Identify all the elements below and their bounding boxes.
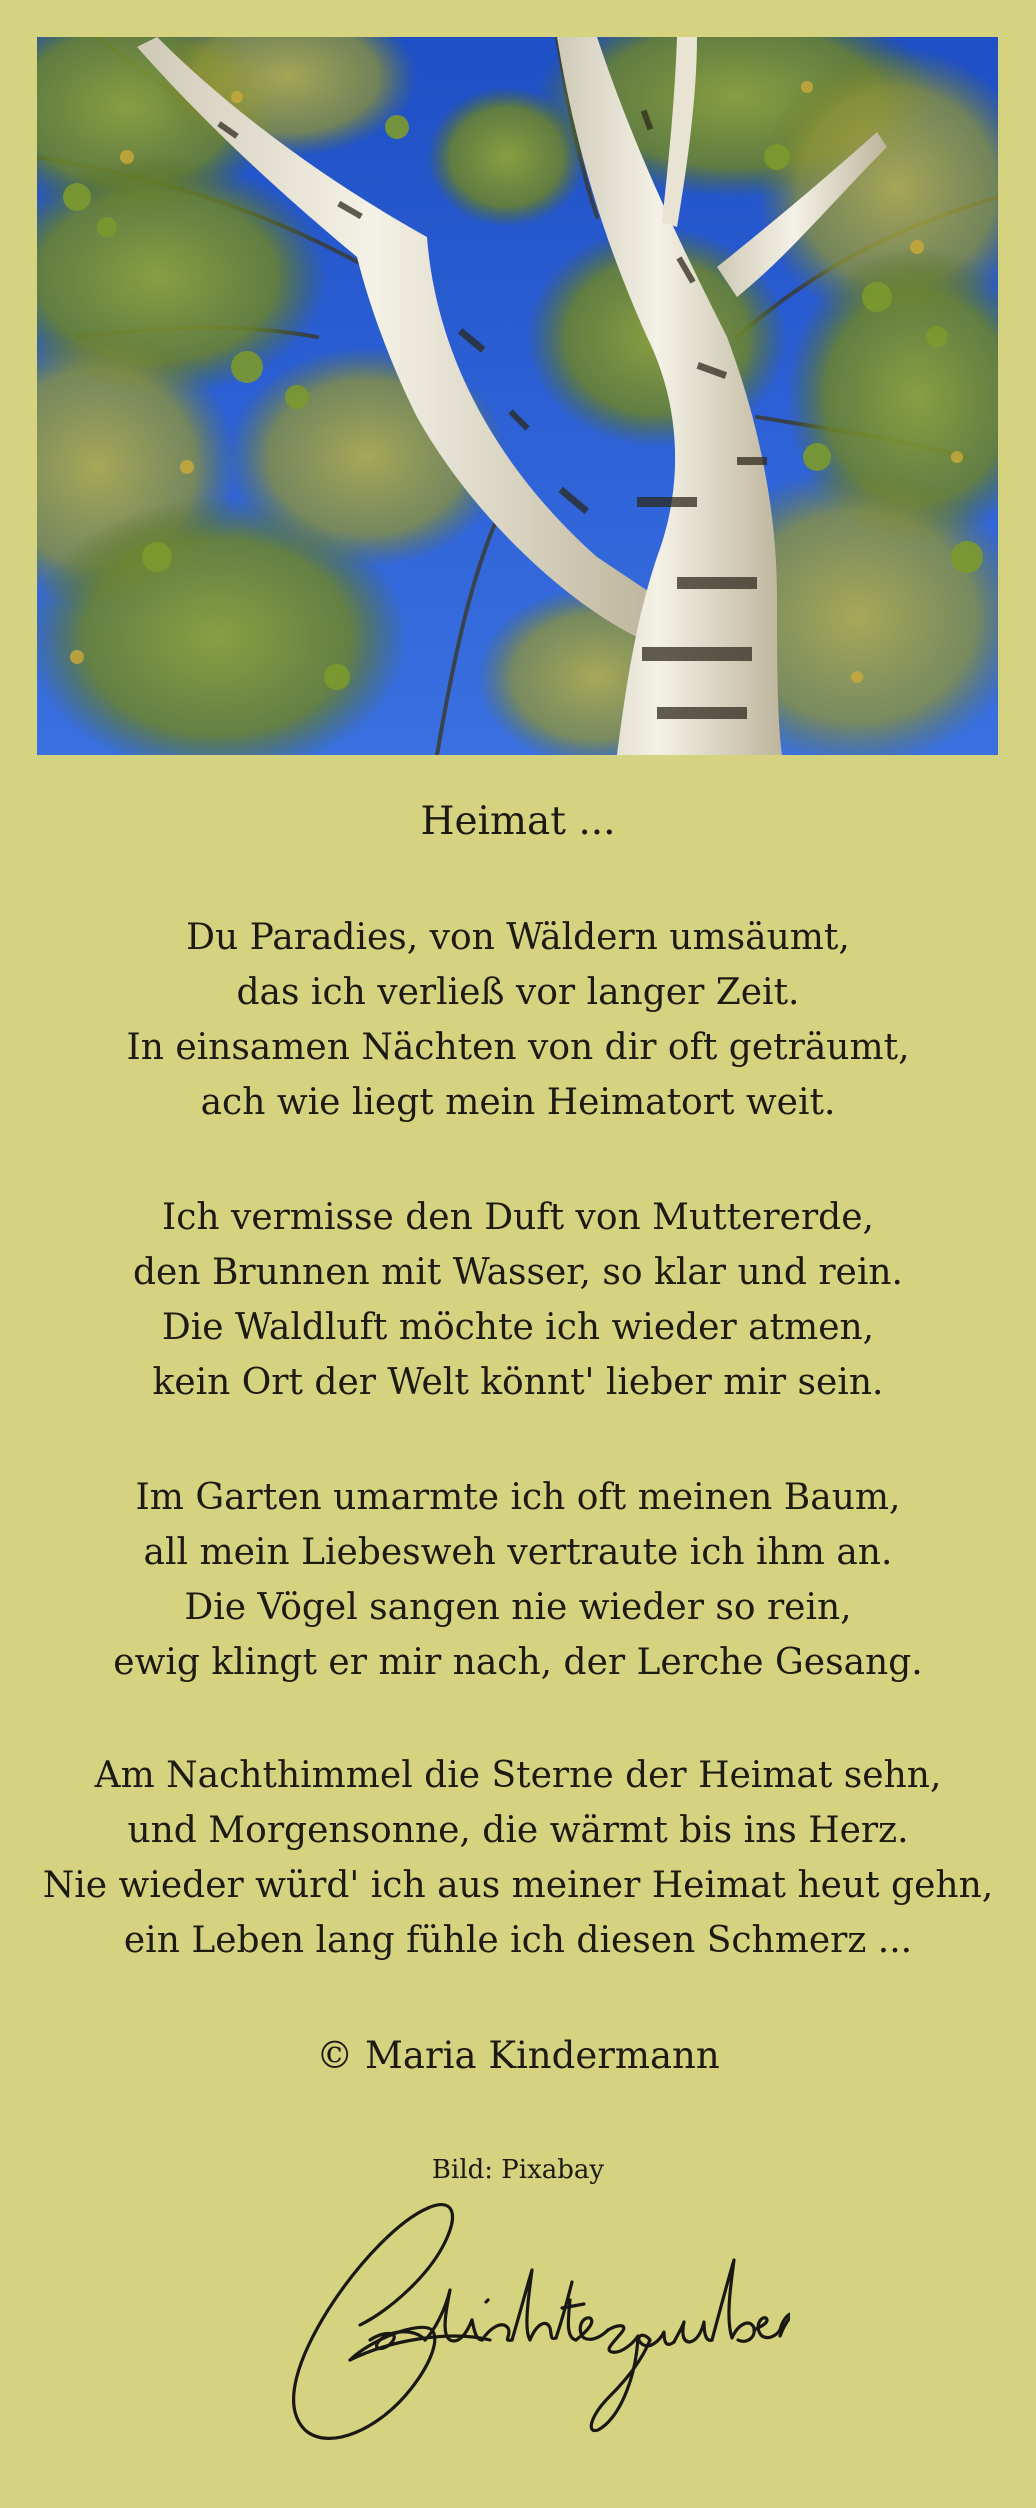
poem-stanza (0, 1748, 1036, 1968)
poem-line: ewig klingt er mir nach, der Lerche Gesang. (113, 1642, 923, 1683)
poem-line: ach wie liegt mein Heimatort weit. (200, 1082, 836, 1123)
copyright-line: © Maria Kindermann (316, 2034, 720, 2077)
image-credit: Bild: Pixabay (431, 2155, 605, 2185)
poem-line: ein Leben lang fühle ich diesen Schmerz ... (123, 1920, 913, 1961)
poem-stanza (0, 1470, 1036, 1690)
poem-stanza (0, 910, 1036, 1130)
poem-line: Die Vögel sangen nie wieder so rein, (184, 1587, 852, 1628)
poem-line: Die Waldluft möchte ich wieder atmen, (161, 1307, 875, 1348)
poem-line: kein Ort der Welt könnt' lieber mir sein. (152, 1362, 884, 1403)
poem-title: Heimat ... (420, 799, 616, 844)
poem-line: Ich vermisse den Duft von Muttererde, (162, 1197, 874, 1238)
gedichtezauber-signature-logo (250, 2190, 790, 2460)
poem-stanza (0, 1190, 1036, 1410)
poem-line: In einsamen Nächten von dir oft geträumt, (126, 1027, 910, 1068)
poem-line: und Morgensonne, die wärmt bis ins Herz. (127, 1810, 909, 1851)
poem-line: Nie wieder würd' ich aus meiner Heimat heut gehn, (42, 1865, 994, 1906)
poem-line: Du Paradies, von Wäldern umsäumt, (186, 917, 850, 958)
birch-tree-photo (37, 37, 998, 755)
poem-line: das ich verließ vor langer Zeit. (236, 972, 800, 1013)
poem-line: den Brunnen mit Wasser, so klar und rein. (133, 1252, 903, 1293)
poem-line: Am Nachthimmel die Sterne der Heimat sehn, (94, 1755, 942, 1796)
poem-line: all mein Liebesweh vertraute ich ihm an. (143, 1532, 893, 1573)
poem-line: Im Garten umarmte ich oft meinen Baum, (135, 1477, 901, 1518)
